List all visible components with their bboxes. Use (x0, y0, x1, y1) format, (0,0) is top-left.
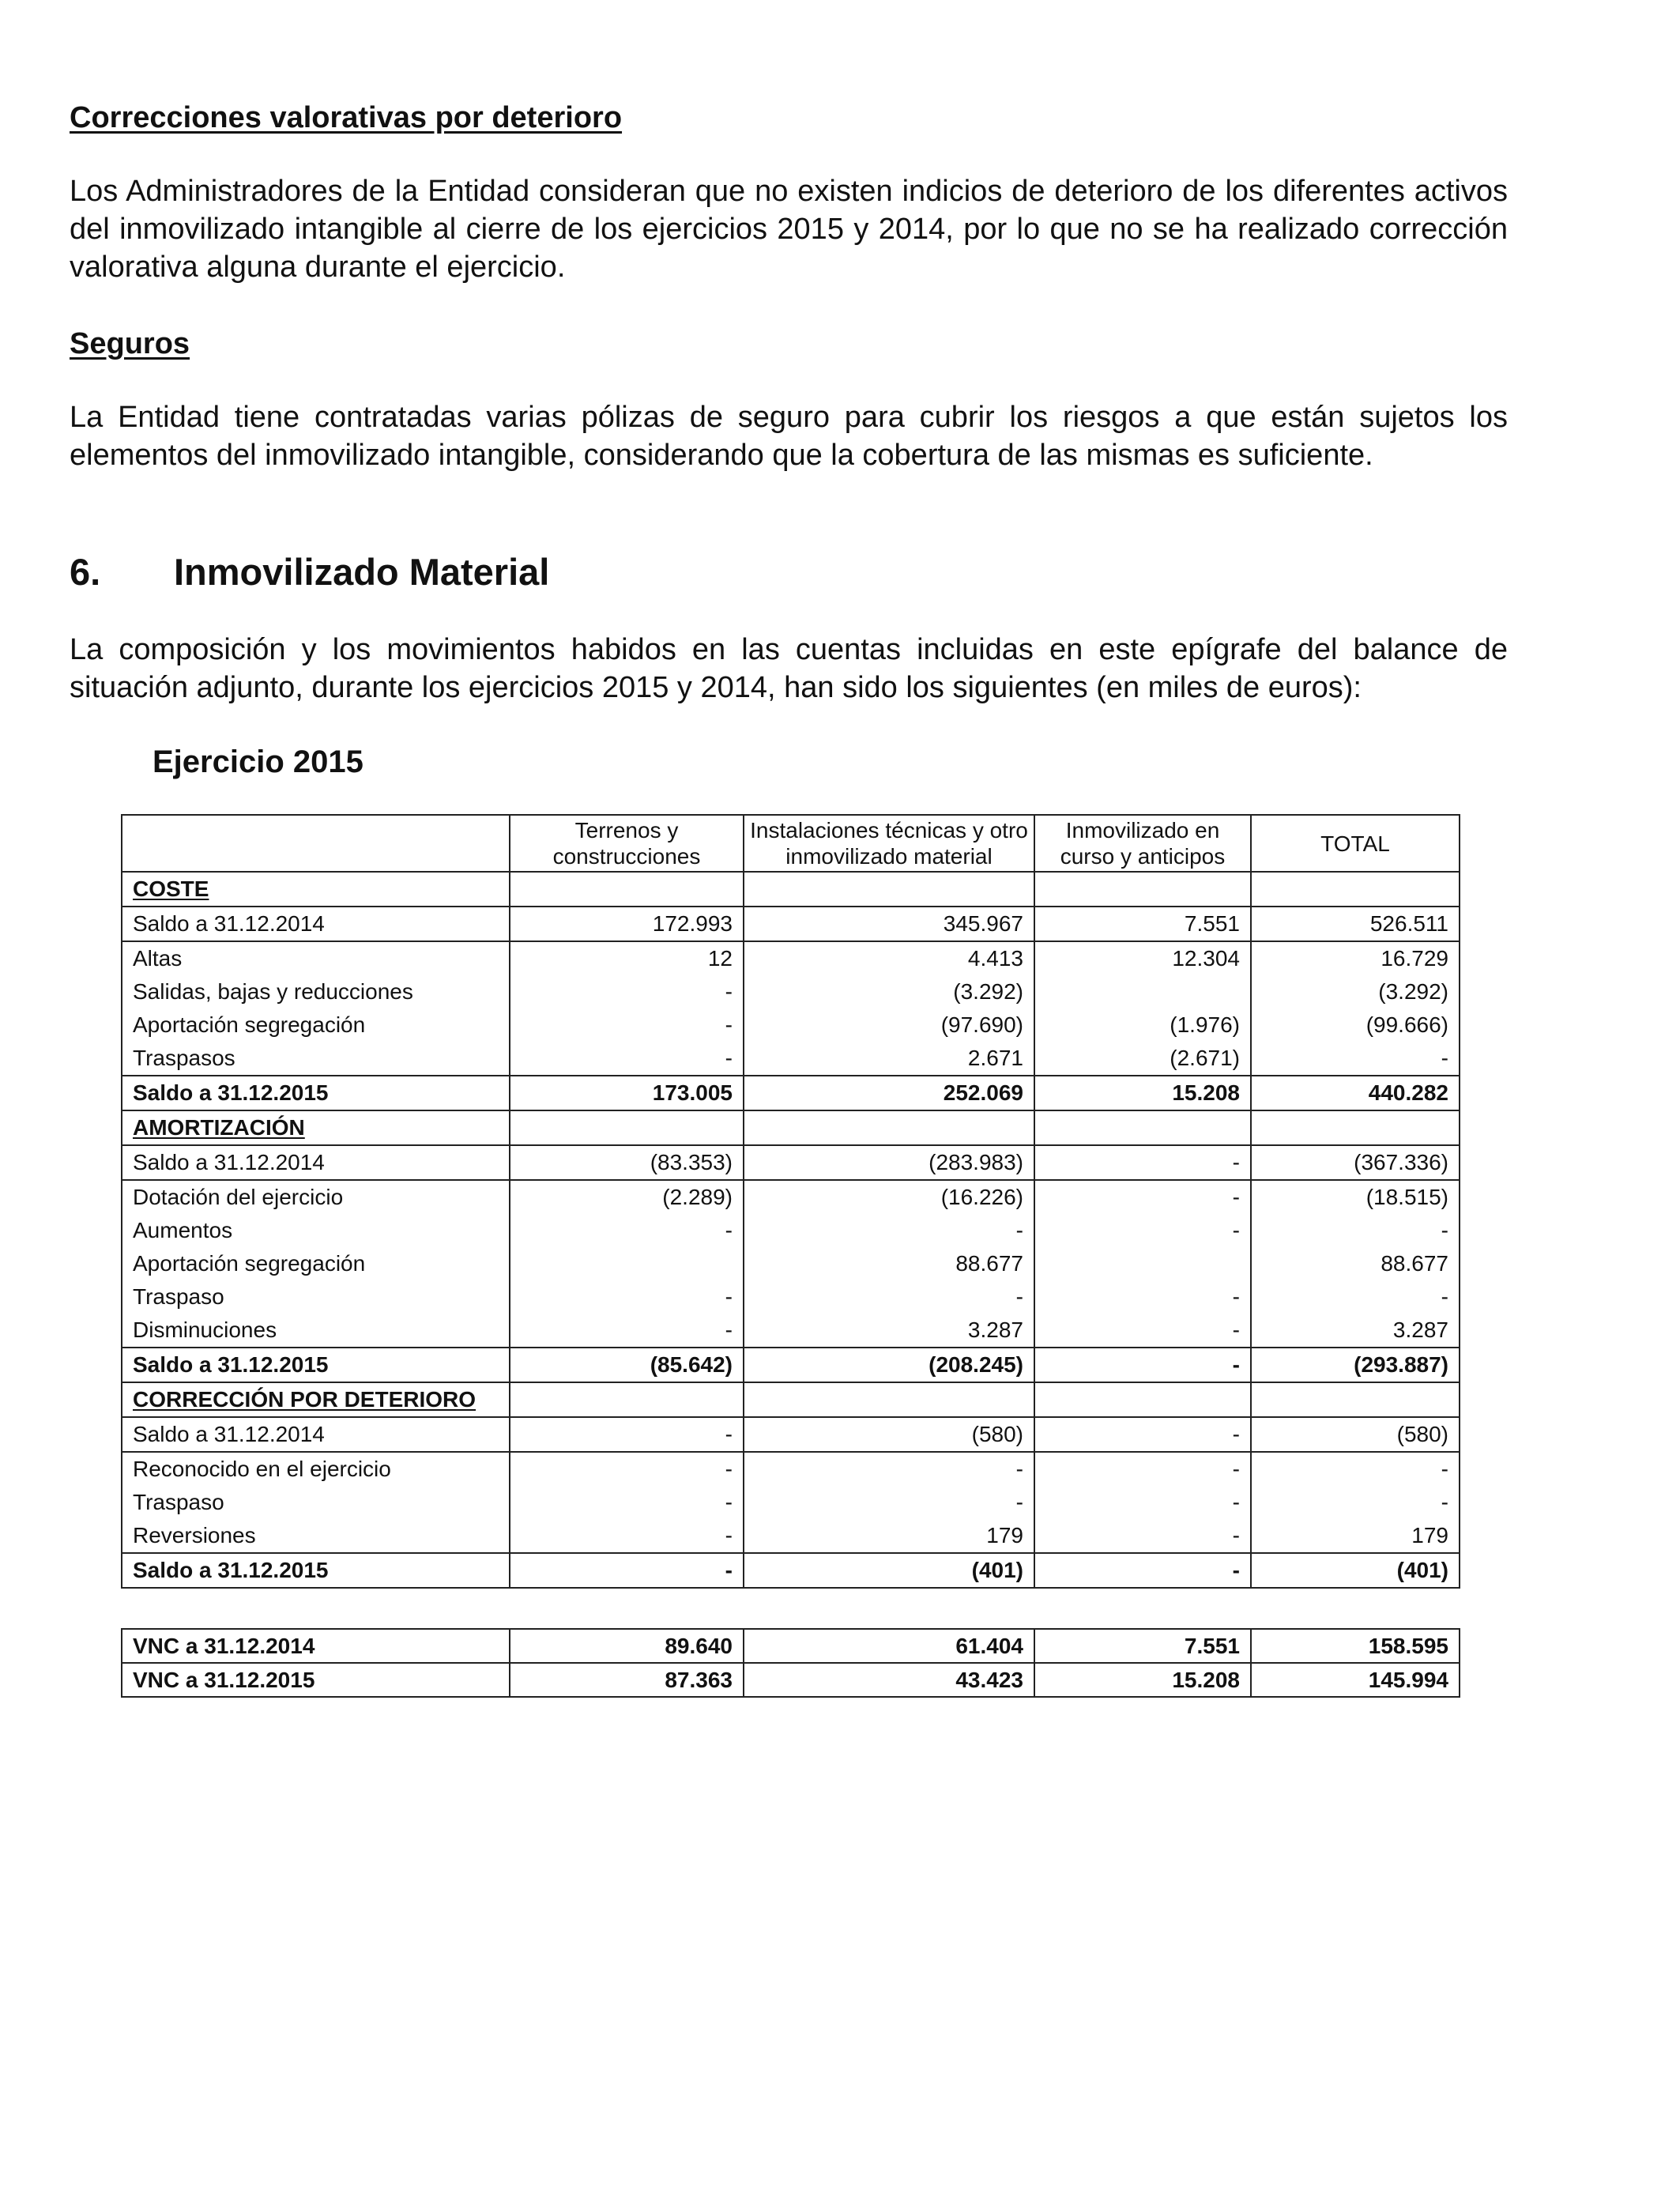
table-cell-label: Dotación del ejercicio (122, 1180, 510, 1214)
heading-seguros: Seguros (70, 327, 190, 360)
table-row (122, 1042, 1460, 1076)
vnc-cell-value: 89.640 (510, 1629, 744, 1663)
table-cell-value: 15.208 (1034, 1076, 1251, 1110)
table-cell-value: - (510, 1553, 744, 1588)
table-cell-label: Saldo a 31.12.2015 (122, 1076, 510, 1110)
table-cell-value: 526.511 (1251, 907, 1460, 941)
table-cell-value: 179 (1251, 1519, 1460, 1553)
chapter-title (70, 551, 550, 593)
table-cell-value (744, 1110, 1034, 1145)
table-cell-value: (1.976) (1034, 1008, 1251, 1042)
vnc-cell-value: 15.208 (1034, 1663, 1251, 1697)
table-cell-value (1034, 1247, 1251, 1280)
table-cell-value: 12 (510, 941, 744, 975)
vnc-table (121, 1628, 1460, 1698)
table-row (122, 1008, 1460, 1042)
table-cell-value: 172.993 (510, 907, 744, 941)
table-cell-label: Aumentos (122, 1214, 510, 1247)
table-cell-value: (99.666) (1251, 1008, 1460, 1042)
table-cell-label: Reconocido en el ejercicio (122, 1452, 510, 1486)
table-cell-label: Saldo a 31.12.2014 (122, 1417, 510, 1452)
chapter-title-text: Inmovilizado Material (174, 551, 550, 593)
table-group-row (122, 1110, 1460, 1145)
table-header-row (122, 815, 1460, 872)
vnc-cell-value: 61.404 (744, 1629, 1034, 1663)
table-cell-value (1034, 1382, 1251, 1417)
table-cell-value: (2.289) (510, 1180, 744, 1214)
table-cell-value: 345.967 (744, 907, 1034, 941)
table-cell-label: Altas (122, 941, 510, 975)
table-cell-value (1034, 1110, 1251, 1145)
table-header-inmovilizado-curso: Inmovilizado en curso y anticipos (1034, 815, 1251, 872)
table-cell-value: (18.515) (1251, 1180, 1460, 1214)
table-cell-value (744, 1382, 1034, 1417)
table-cell-label: Saldo a 31.12.2014 (122, 907, 510, 941)
table-total-row (122, 1348, 1460, 1382)
table-cell-label: Traspaso (122, 1486, 510, 1519)
table-cell-value: - (510, 1214, 744, 1247)
table-cell-label: Traspaso (122, 1280, 510, 1314)
table-cell-value: (580) (744, 1417, 1034, 1452)
vnc-cell-label: VNC a 31.12.2015 (122, 1663, 510, 1697)
table-cell-value: - (744, 1486, 1034, 1519)
table-row (122, 941, 1460, 975)
vnc-cell-value: 87.363 (510, 1663, 744, 1697)
table-cell-value (744, 872, 1034, 907)
table-cell-value: 440.282 (1251, 1076, 1460, 1110)
table-cell-value (1034, 975, 1251, 1008)
table-cell-value: 7.551 (1034, 907, 1251, 941)
table-cell-value: (293.887) (1251, 1348, 1460, 1382)
vnc-cell-label: VNC a 31.12.2014 (122, 1629, 510, 1663)
table-row (122, 1247, 1460, 1280)
table-cell-value: - (510, 1314, 744, 1348)
table-cell-value (1251, 1382, 1460, 1417)
table-cell-value: (83.353) (510, 1145, 744, 1180)
table-row (122, 1417, 1460, 1452)
table-cell-label: Reversiones (122, 1519, 510, 1553)
table-cell-value: - (1251, 1280, 1460, 1314)
table-cell-value: - (510, 1042, 744, 1076)
table-cell-label: Disminuciones (122, 1314, 510, 1348)
table-cell-value: - (1034, 1180, 1251, 1214)
table-cell-value: (3.292) (1251, 975, 1460, 1008)
table-row (122, 1452, 1460, 1486)
table-cell-value: - (1034, 1145, 1251, 1180)
table-row (122, 975, 1460, 1008)
table-cell-value: (367.336) (1251, 1145, 1460, 1180)
table-cell-value: 3.287 (1251, 1314, 1460, 1348)
table-cell-label: Saldo a 31.12.2015 (122, 1553, 510, 1588)
table-header-instalaciones: Instalaciones técnicas y otro inmovilizado material (744, 815, 1034, 872)
table-cell-value: - (510, 1486, 744, 1519)
table-body (122, 872, 1460, 1588)
table-cell-label: CORRECCIÓN POR DETERIORO (122, 1382, 510, 1417)
table-cell-value (510, 1382, 744, 1417)
table-cell-label: Traspasos (122, 1042, 510, 1076)
table-cell-value: (3.292) (744, 975, 1034, 1008)
table-cell-value: (208.245) (744, 1348, 1034, 1382)
table-cell-value: - (1251, 1214, 1460, 1247)
table-cell-value: (97.690) (744, 1008, 1034, 1042)
vnc-table-body (122, 1629, 1460, 1697)
vnc-cell-value: 7.551 (1034, 1629, 1251, 1663)
vnc-cell-value: 145.994 (1251, 1663, 1460, 1697)
table-cell-value: - (510, 1452, 744, 1486)
table-total-row (122, 1076, 1460, 1110)
table-cell-value: 3.287 (744, 1314, 1034, 1348)
paragraph-chapter-intro: La composición y los movimientos habidos en las cuentas incluidas en este epígrafe del balance de situación adjunto, durante los ejercicios 2015 y 2014, han sido los siguientes (en miles de euros): (70, 633, 1508, 704)
table-row (122, 1280, 1460, 1314)
table-cell-value: 173.005 (510, 1076, 744, 1110)
table-row (122, 1519, 1460, 1553)
table-cell-label: Aportación segregación (122, 1008, 510, 1042)
table-cell-value (1034, 872, 1251, 907)
heading-correcciones: Correcciones valorativas por deterioro (70, 101, 623, 134)
table-cell-label: COSTE (122, 872, 510, 907)
table-cell-value: - (1034, 1553, 1251, 1588)
table-cell-value: 88.677 (744, 1247, 1034, 1280)
table-row (122, 1214, 1460, 1247)
vnc-cell-value: 43.423 (744, 1663, 1034, 1697)
table-row (122, 1180, 1460, 1214)
table-cell-value: (16.226) (744, 1180, 1034, 1214)
paragraph-correcciones: Los Administradores de la Entidad consideran que no existen indicios de deterioro de los diferentes activos del inmovilizado intangible al cierre de los ejercicios 2015 y 2014, por lo que no se ha realizado corrección valorativa alguna durante el ejercicio. (70, 175, 1508, 284)
table-row (122, 1314, 1460, 1348)
table-cell-value: - (1034, 1417, 1251, 1452)
table-cell-value: 4.413 (744, 941, 1034, 975)
table-group-row (122, 1382, 1460, 1417)
table-cell-value: 12.304 (1034, 941, 1251, 975)
table-cell-value: - (744, 1280, 1034, 1314)
table-cell-value: (2.671) (1034, 1042, 1251, 1076)
table-cell-value: (580) (1251, 1417, 1460, 1452)
table-cell-value: 179 (744, 1519, 1034, 1553)
table-cell-value: - (1034, 1519, 1251, 1553)
chapter-number: 6. (70, 551, 101, 593)
table-cell-value: 16.729 (1251, 941, 1460, 975)
vnc-cell-value: 158.595 (1251, 1629, 1460, 1663)
movements-table (121, 814, 1460, 1589)
table-header-total: TOTAL (1251, 815, 1460, 872)
table-cell-value: - (510, 1280, 744, 1314)
table-cell-value: - (744, 1214, 1034, 1247)
table-cell-value: - (510, 1008, 744, 1042)
table-group-row (122, 872, 1460, 907)
table-cell-label: Saldo a 31.12.2014 (122, 1145, 510, 1180)
table-cell-value (1251, 872, 1460, 907)
table-row (122, 1486, 1460, 1519)
table-cell-value: - (744, 1452, 1034, 1486)
table-header-terrenos: Terrenos y construcciones (510, 815, 744, 872)
table-cell-value: - (510, 1519, 744, 1553)
table-cell-value: - (1251, 1486, 1460, 1519)
table-cell-value: - (1034, 1348, 1251, 1382)
table-cell-value: - (510, 1417, 744, 1452)
table-cell-label: Salidas, bajas y reducciones (122, 975, 510, 1008)
table-cell-value (510, 1247, 744, 1280)
table-cell-value: - (1034, 1214, 1251, 1247)
table-total-row (122, 1553, 1460, 1588)
subheading-ejercicio: Ejercicio 2015 (153, 745, 363, 779)
table-cell-value: (85.642) (510, 1348, 744, 1382)
table-header-label (122, 815, 510, 872)
table-cell-value (510, 872, 744, 907)
table-cell-label: Saldo a 31.12.2015 (122, 1348, 510, 1382)
table-cell-value (510, 1110, 744, 1145)
vnc-row (122, 1663, 1460, 1697)
table-cell-label: Aportación segregación (122, 1247, 510, 1280)
table-cell-value: - (1034, 1486, 1251, 1519)
table-cell-label: AMORTIZACIÓN (122, 1110, 510, 1145)
table-cell-value (1251, 1110, 1460, 1145)
table-cell-value: - (1034, 1452, 1251, 1486)
table-cell-value: (283.983) (744, 1145, 1034, 1180)
table-cell-value: (401) (744, 1553, 1034, 1588)
table-cell-value: - (1251, 1042, 1460, 1076)
table-cell-value: (401) (1251, 1553, 1460, 1588)
table-row (122, 907, 1460, 941)
paragraph-seguros: La Entidad tiene contratadas varias pólizas de seguro para cubrir los riesgos a que están sujetos los elementos del inmovilizado intangible, considerando que la cobertura de las mismas es suficiente. (70, 401, 1508, 472)
table-cell-value: - (510, 975, 744, 1008)
table-cell-value: 252.069 (744, 1076, 1034, 1110)
table-cell-value: 2.671 (744, 1042, 1034, 1076)
vnc-row (122, 1629, 1460, 1663)
table-cell-value: - (1034, 1314, 1251, 1348)
table-cell-value: 88.677 (1251, 1247, 1460, 1280)
table-row (122, 1145, 1460, 1180)
table-cell-value: - (1251, 1452, 1460, 1486)
table-cell-value: - (1034, 1280, 1251, 1314)
